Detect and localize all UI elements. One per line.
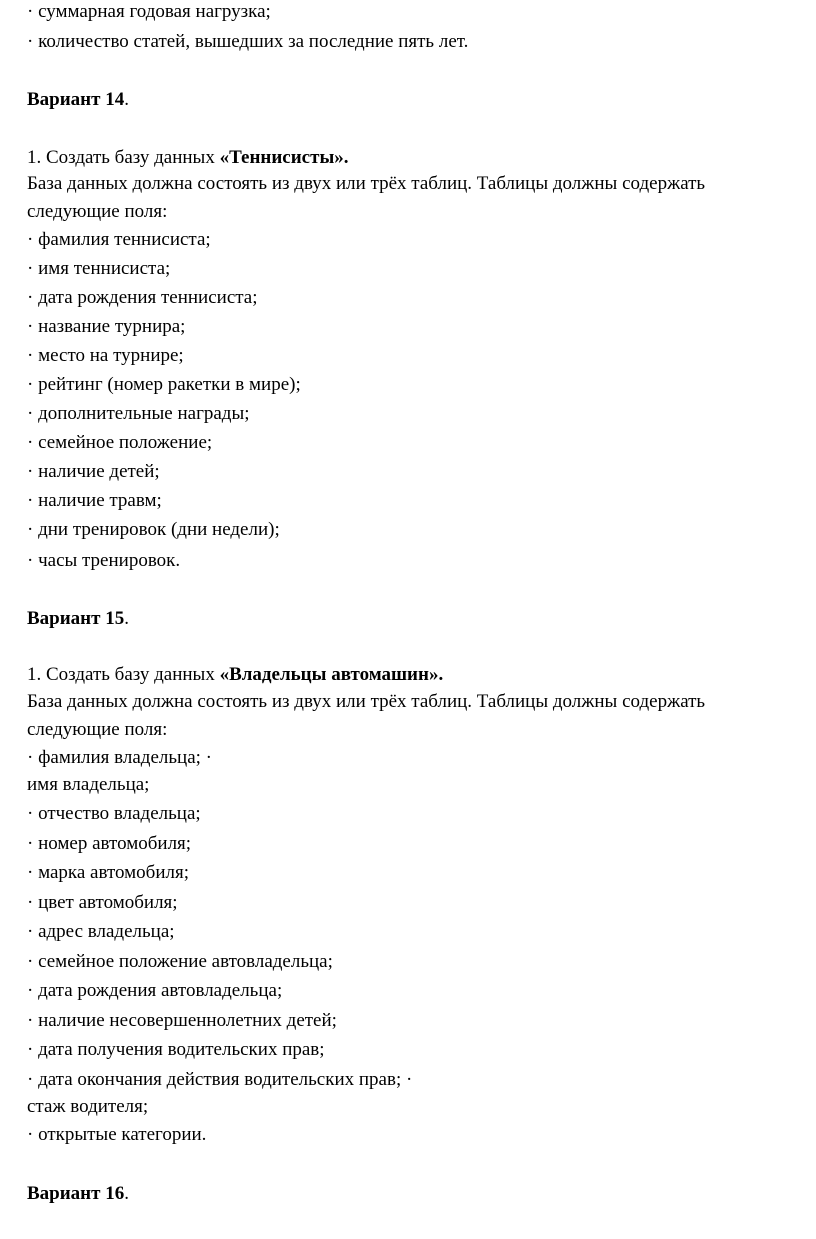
list-item: · количество статей, вышедших за последние пять лет. [27, 31, 469, 52]
variant-15-heading [27, 607, 129, 631]
variant-15-field: · фамилия владельца; · [27, 747, 212, 768]
variant-15-field: · открытые категории. [27, 1124, 207, 1145]
variant-15-field: · семейное положение автовладельца; [27, 951, 333, 972]
variant-14-field: · дата рождения теннисиста; [27, 287, 258, 308]
variant-15-description-line: следующие поля: [27, 719, 168, 740]
variant-15-field: · цвет автомобиля; [27, 892, 178, 913]
variant-14-field: · наличие детей; [27, 461, 160, 482]
variant-14-field: · рейтинг (номер ракетки в мире); [27, 374, 301, 395]
variant-14-description-line: База данных должна состоять из двух или трёх таблиц. Таблицы должны содержать [27, 173, 706, 194]
variant-14-field: · имя теннисиста; [27, 258, 171, 279]
variant-14-field: · название турнира; [27, 316, 186, 337]
variant-15-field: · отчество владельца; [27, 803, 201, 824]
variant-14-task-name: «Теннисисты». [219, 147, 349, 168]
variant-15-task-prefix: 1. Создать базу данных [27, 664, 220, 685]
variant-15-field: · дата получения водительских прав; [27, 1039, 325, 1060]
variant-15-heading-tail: . [124, 608, 129, 629]
variant-16-heading-tail: . [124, 1183, 129, 1204]
variant-14-heading-bold: Вариант 14 [27, 89, 125, 110]
variant-16-heading-bold: Вариант 16 [27, 1183, 125, 1204]
variant-15-field: · адрес владельца; [27, 921, 175, 942]
variant-15-field: · дата окончания действия водительских прав; · [27, 1069, 413, 1090]
variant-14-field: · место на турнире; [27, 345, 184, 366]
variant-14-field: · семейное положение; [27, 432, 213, 453]
variant-14-heading [27, 88, 129, 112]
variant-15-field: · дата рождения автовладельца; [27, 980, 283, 1001]
variant-15-description-line: База данных должна состоять из двух или трёх таблиц. Таблицы должны содержать [27, 691, 706, 712]
variant-14-task [27, 146, 349, 170]
variant-14-field: · часы тренировок. [27, 550, 181, 571]
variant-15-field: · наличие несовершеннолетних детей; [27, 1010, 337, 1031]
variant-15-field: · марка автомобиля; [27, 862, 190, 883]
variant-14-task-prefix: 1. Создать базу данных [27, 147, 220, 168]
variant-16-heading [27, 1182, 129, 1206]
variant-15-field: стаж водителя; [27, 1096, 149, 1117]
variant-15-task [27, 663, 443, 687]
variant-15-field: · номер автомобиля; [27, 833, 192, 854]
variant-14-field: · дни тренировок (дни недели); [27, 519, 280, 540]
variant-15-field: имя владельца; [27, 774, 150, 795]
variant-14-description-line: следующие поля: [27, 201, 168, 222]
variant-14-field: · наличие травм; [27, 490, 162, 511]
variant-14-heading-tail: . [124, 89, 129, 110]
variant-15-heading-bold: Вариант 15 [27, 608, 125, 629]
variant-14-field: · фамилия теннисиста; [27, 229, 211, 250]
variant-15-task-name: «Владельцы автомашин». [219, 664, 444, 685]
variant-14-field: · дополнительные награды; [27, 403, 250, 424]
list-item: · суммарная годовая нагрузка; [27, 1, 271, 22]
